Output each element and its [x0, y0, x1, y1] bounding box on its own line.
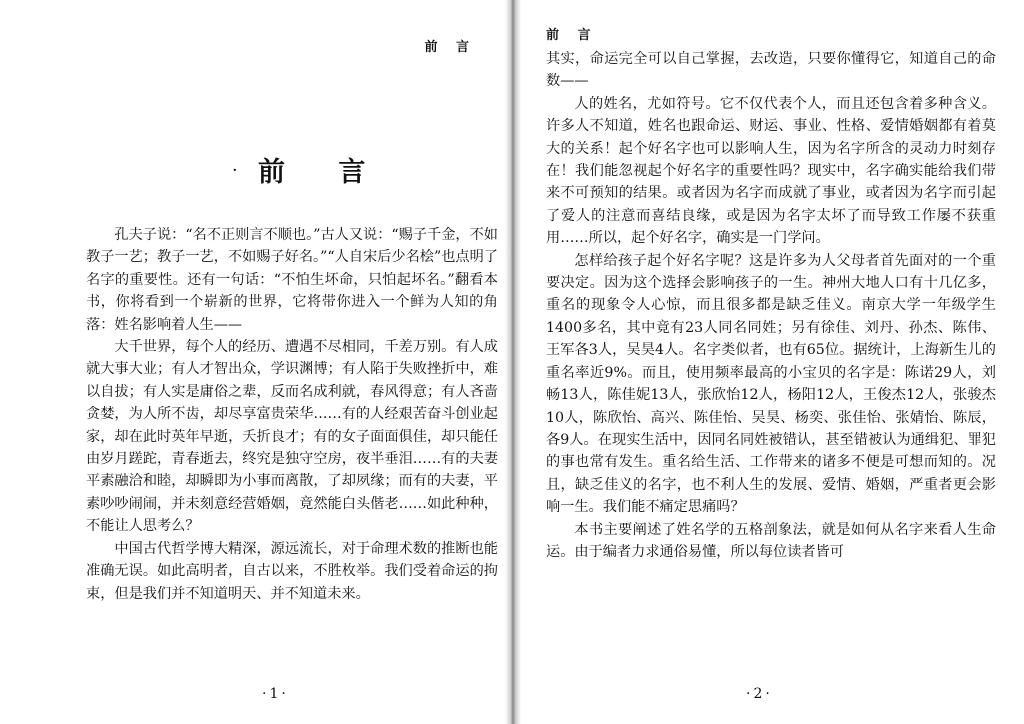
paragraph: 孔夫子说：“名不正则言不顺也。”古人又说：“赐子千金，不如教子一艺；教子一艺，不如赐子好名。”“人自宋后少名桧”也点明了名字的重要性。还有一句话：“不怕生坏命，只怕起坏名。”翻看本书，你将看到一个崭新的世界，它将带你进入一个鲜为人知的角落：姓名影响着人生—— — [86, 227, 498, 333]
running-head: 前 言 — [424, 40, 476, 55]
right-body-text — [546, 48, 996, 563]
page-number: ·2· — [746, 686, 773, 702]
page-number: ·1· — [262, 686, 289, 702]
left-body-text — [86, 224, 498, 605]
paragraph: 中国古代哲学博大精深，源远流长，对于命理术数的推断也能准确无误。如此高明者，自古以来，不胜枚举。我们受着命运的拘束，但是我们并不知道明天、并不知道未来。 — [86, 540, 498, 602]
paragraph: 其实，命运完全可以自己掌握，去改造，只要你懂得它，知道自己的命数—— — [546, 51, 996, 90]
running-head: 前 言 — [546, 28, 598, 43]
paragraph: 怎样给孩子起个好名字呢？这是许多为人父母者首先面对的一个重要决定。因为这个选择会影响孩子的一生。神州大地人口有十几亿多，重名的现象令人心惊，而且很多都是缺乏佳义。南京大学一年级学生1400多名，其中竟有23人同名同姓；另有徐佳、刘丹、孙杰、陈伟、王军各3人，吴昊4人。名字类似者，也有65位。据统计，上海新生儿的重名率近9%。而且，使用频率最高的小宝贝的名字是：陈诺29人，刘畅13人，陈佳妮13人，张欣怡12人，杨阳12人，王俊杰12人，张骏杰10人，陈欣怡、高兴、陈佳怡、吴昊、杨奕、张佳怡、张婧怡、陈辰，各9人。在现实生活中，因同名同姓被错认，甚至错被认为通缉犯、罪犯的事也常有发生。重名给生活、工作带来的诸多不便是可想而知的。况且，缺乏佳义的名字，也不利人生的发展、爱情、婚姻，严重者更会影响一生。我们能不痛定思痛吗？ — [546, 252, 996, 516]
title-dot: · — [232, 160, 238, 181]
right-page — [512, 0, 1024, 724]
paragraph: 本书主要阐述了姓名学的五格剖象法，就是如何从名字来看人生命运。由于编者力求通俗易懂，所以每位读者皆可 — [546, 521, 996, 560]
paragraph: 大千世界，每个人的经历、遭遇不尽相同，千差万别。有人成就大事大业；有人才智出众，学识渊博；有人陷于失败挫折中，难以自拔；有人实是庸俗之辈，反而名成利就，春风得意；有人吝啬贪婪，为人所不齿，却尽享富贵荣华……有的人经艰苦奋斗创业起家，却在此时英年早逝，夭折良才；有的女子面面俱佳，却只能任由岁月蹉跎，青春逝去，终究是独守空房，夜半垂泪……有的夫妻平素融洽和睦，却瞬即为小事而离散，了却夙缘；而有的夫妻，平素吵吵闹闹，并未刻意经营婚姻，竟然能白头偕老……如此种种，不能让人思考么？ — [86, 339, 498, 535]
chapter-title: 前 言 — [258, 157, 388, 188]
paragraph: 人的姓名，尤如符号。它不仅代表个人，而且还包含着多种含义。许多人不知道，姓名也跟命运、财运、事业、性格、爱情婚姻都有着莫大的关系！起个好名字也可以影响人生，因为名字所含的灵动力时刻存在！我们能忽视起个好名字的重要性吗？现实中，名字确实能给我们带来不可预知的结果。或者因为名字而成就了事业，或者因为名字而引起了爱人的注意而喜结良缘，或是因为名字太坏了而导致工作屡不获重用……所以，起个好名字，确实是一门学问。 — [546, 95, 996, 247]
